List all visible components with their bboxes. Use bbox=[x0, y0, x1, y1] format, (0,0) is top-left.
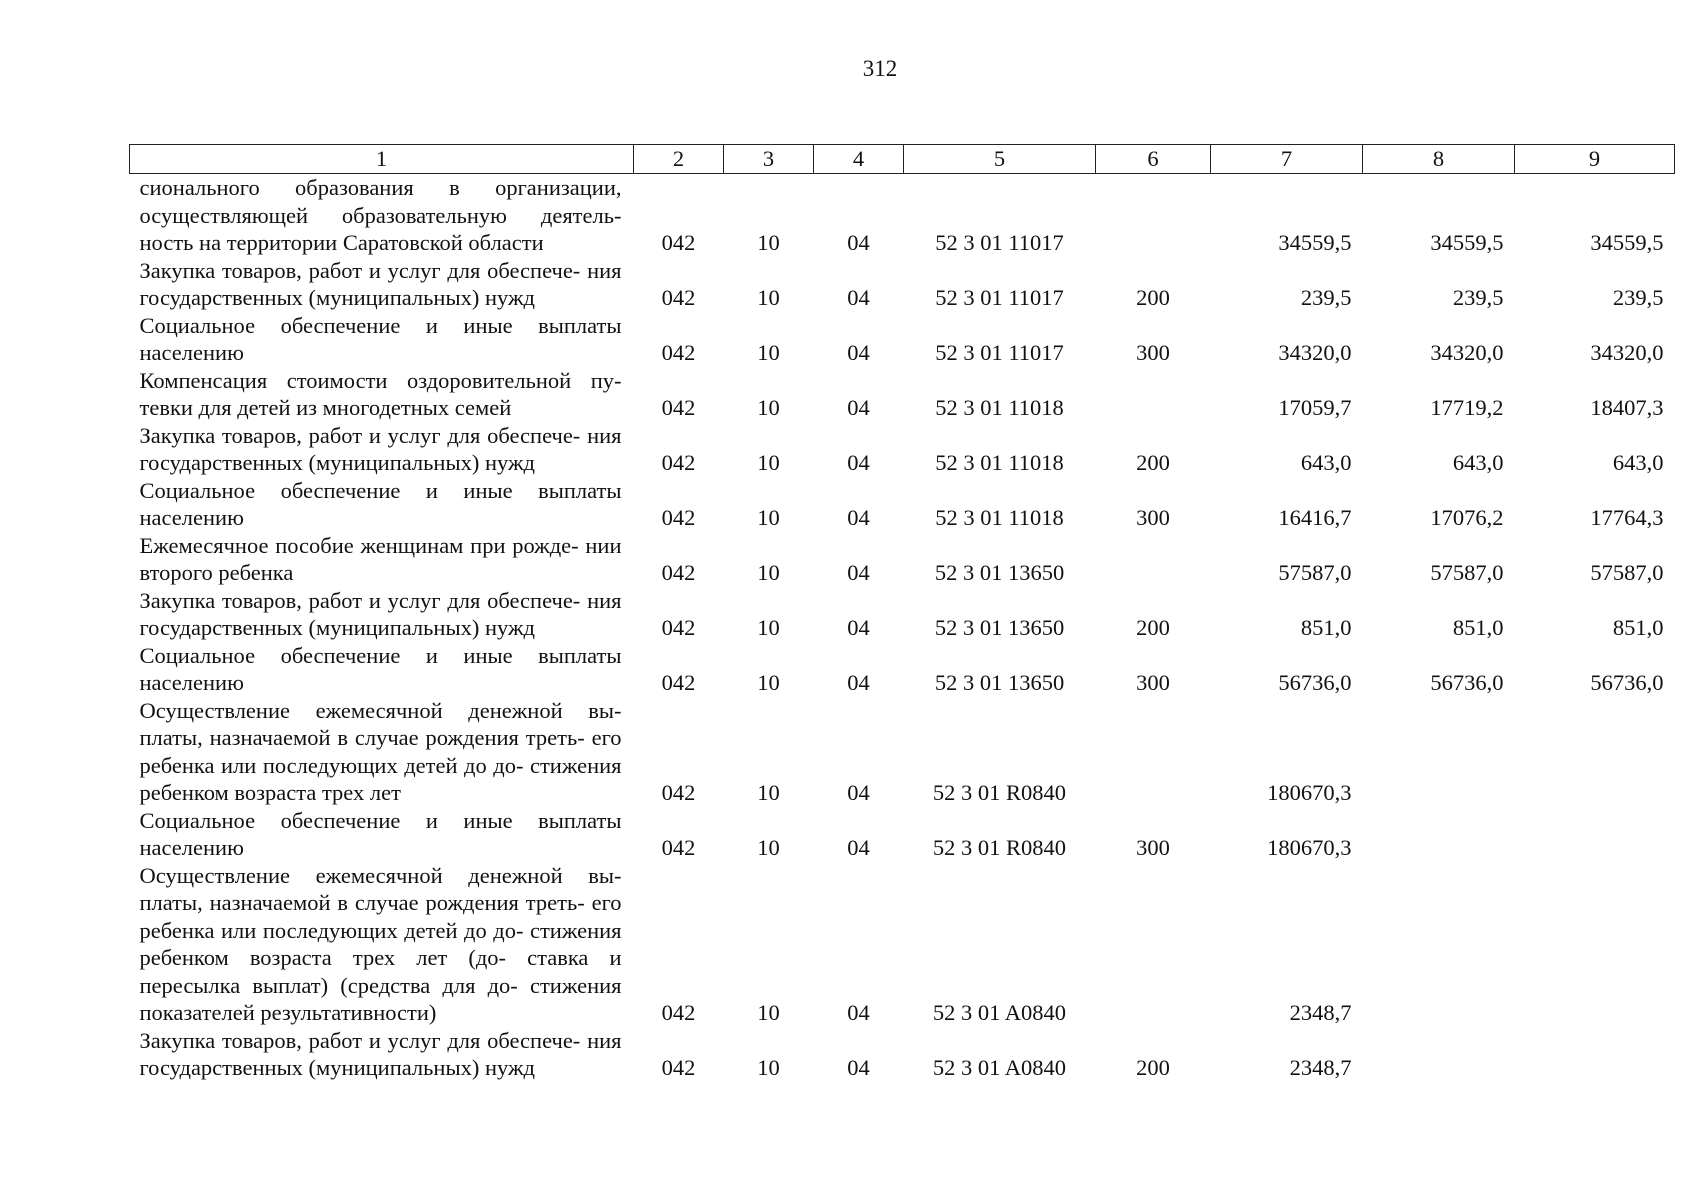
cell-expense-type bbox=[1096, 862, 1211, 1027]
table-row bbox=[130, 697, 1675, 807]
cell-ministry-code: 042 bbox=[661, 615, 696, 640]
row-description bbox=[130, 587, 634, 642]
description-line: населению bbox=[139, 670, 244, 695]
table-header bbox=[130, 145, 1675, 174]
table-row bbox=[130, 807, 1675, 862]
description-line: Социальное обеспечение и иные выплаты bbox=[139, 312, 622, 338]
cell-target-article: 52 3 01 11017 bbox=[935, 285, 1064, 310]
cell-expense-type bbox=[1096, 697, 1211, 807]
cell-amount-year2: 34320,0 bbox=[1430, 340, 1504, 365]
cell-ministry-code: 042 bbox=[661, 1055, 696, 1080]
cell-amount-year3 bbox=[1515, 1027, 1675, 1082]
table-row bbox=[130, 367, 1675, 422]
table-row bbox=[130, 532, 1675, 587]
column-header: 9 bbox=[1515, 145, 1675, 174]
cell-section: 10 bbox=[757, 835, 780, 860]
cell-amount-year2: 239,5 bbox=[1452, 285, 1504, 310]
cell-section: 10 bbox=[757, 1055, 780, 1080]
description-line: осуществляющей образовательную деятель- bbox=[139, 202, 622, 228]
cell-amount-year1: 17059,7 bbox=[1278, 395, 1352, 420]
cell-subsection: 04 bbox=[847, 560, 870, 585]
cell-amount-year3: 57587,0 bbox=[1590, 560, 1664, 585]
table-row bbox=[130, 1027, 1675, 1082]
table-row bbox=[130, 642, 1675, 697]
column-header: 8 bbox=[1363, 145, 1515, 174]
description-line: Закупка товаров, работ и услуг для обеспече- bbox=[139, 587, 581, 613]
cell-expense-type bbox=[1096, 532, 1211, 587]
description-line: стижения ребенком возраста трех лет bbox=[139, 752, 622, 805]
cell-section: 10 bbox=[757, 340, 780, 365]
cell-target-article: 52 3 01 11017 bbox=[935, 340, 1064, 365]
cell-target-article: 52 3 01 13650 bbox=[934, 670, 1065, 695]
cell-expense-type: 200 bbox=[1136, 615, 1170, 640]
description-line: его ребенка или последующих детей до до- bbox=[139, 725, 622, 778]
row-description bbox=[130, 862, 634, 1027]
description-line: Закупка товаров, работ и услуг для обеспече- bbox=[139, 257, 581, 283]
cell-section: 10 bbox=[757, 780, 780, 805]
cell-target-article: 52 3 01 R0840 bbox=[932, 780, 1067, 805]
cell-ministry-code: 042 bbox=[661, 560, 696, 585]
description-line: ния государственных (муниципальных) нужд bbox=[139, 587, 622, 640]
page-number: 312 bbox=[862, 56, 898, 81]
description-line: ставка и пересылка выплат) (средства для до- bbox=[139, 945, 622, 998]
cell-amount-year1: 2348,7 bbox=[1289, 1000, 1352, 1025]
cell-expense-type: 300 bbox=[1136, 670, 1170, 695]
cell-amount-year2 bbox=[1363, 1027, 1515, 1082]
description-line: ния государственных (муниципальных) нужд bbox=[139, 1027, 622, 1080]
description-line: Компенсация стоимости оздоровительной пу- bbox=[139, 367, 622, 393]
cell-expense-type: 300 bbox=[1136, 505, 1170, 530]
cell-subsection: 04 bbox=[847, 835, 870, 860]
cell-subsection: 04 bbox=[847, 285, 870, 310]
cell-section: 10 bbox=[757, 615, 780, 640]
row-description bbox=[130, 422, 634, 477]
cell-amount-year1: 57587,0 bbox=[1278, 560, 1352, 585]
column-header: 6 bbox=[1096, 145, 1211, 174]
cell-subsection: 04 bbox=[847, 230, 870, 255]
cell-subsection: 04 bbox=[847, 780, 870, 805]
cell-expense-type bbox=[1096, 367, 1211, 422]
description-line: ния государственных (муниципальных) нужд bbox=[139, 422, 622, 475]
description-line: Социальное обеспечение и иные выплаты bbox=[139, 477, 622, 503]
description-line: ния государственных (муниципальных) нужд bbox=[139, 257, 622, 310]
column-header: 1 bbox=[130, 145, 634, 174]
cell-amount-year3: 56736,0 bbox=[1590, 670, 1664, 695]
cell-amount-year3: 34320,0 bbox=[1590, 340, 1664, 365]
cell-subsection: 04 bbox=[847, 1000, 870, 1025]
cell-section: 10 bbox=[757, 285, 780, 310]
cell-amount-year2: 34559,5 bbox=[1430, 230, 1504, 255]
cell-section: 10 bbox=[757, 505, 780, 530]
cell-section: 10 bbox=[757, 450, 780, 475]
cell-amount-year3 bbox=[1515, 697, 1675, 807]
cell-amount-year3: 17764,3 bbox=[1590, 505, 1664, 530]
cell-section: 10 bbox=[757, 560, 780, 585]
cell-ministry-code: 042 bbox=[661, 395, 696, 420]
description-line: платы, назначаемой в случае рождения треть- bbox=[139, 890, 585, 915]
cell-ministry-code: 042 bbox=[661, 285, 696, 310]
cell-target-article: 52 3 01 11018 bbox=[935, 395, 1064, 420]
cell-section: 10 bbox=[757, 395, 780, 420]
cell-target-article: 52 3 01 11018 bbox=[935, 505, 1064, 530]
table-row bbox=[130, 174, 1675, 257]
cell-target-article: 52 3 01 13650 bbox=[934, 560, 1065, 585]
row-description bbox=[130, 532, 634, 587]
description-line: Социальное обеспечение и иные выплаты bbox=[139, 642, 622, 668]
cell-ministry-code: 042 bbox=[661, 230, 696, 255]
row-description bbox=[130, 312, 634, 367]
cell-ministry-code: 042 bbox=[661, 780, 696, 805]
table-row bbox=[130, 312, 1675, 367]
cell-amount-year1: 643,0 bbox=[1300, 450, 1352, 475]
cell-amount-year1: 16416,7 bbox=[1278, 505, 1352, 530]
description-line: стижения показателей результативности) bbox=[139, 972, 622, 1025]
cell-amount-year3: 34559,5 bbox=[1590, 230, 1664, 255]
cell-amount-year2: 643,0 bbox=[1452, 450, 1504, 475]
row-description bbox=[130, 1027, 634, 1082]
cell-section: 10 bbox=[757, 230, 780, 255]
cell-target-article: 52 3 01 13650 bbox=[934, 615, 1065, 640]
cell-amount-year1: 2348,7 bbox=[1289, 1055, 1352, 1080]
row-description bbox=[130, 257, 634, 312]
cell-target-article: 52 3 01 11017 bbox=[935, 230, 1064, 255]
cell-amount-year2: 57587,0 bbox=[1430, 560, 1504, 585]
table-row bbox=[130, 477, 1675, 532]
cell-amount-year1: 851,0 bbox=[1300, 615, 1352, 640]
cell-amount-year3: 851,0 bbox=[1612, 615, 1664, 640]
cell-amount-year1: 180670,3 bbox=[1267, 835, 1352, 860]
cell-amount-year2 bbox=[1363, 862, 1515, 1027]
cell-expense-type: 200 bbox=[1136, 285, 1170, 310]
cell-subsection: 04 bbox=[847, 450, 870, 475]
cell-target-article: 52 3 01 11018 bbox=[935, 450, 1064, 475]
row-description bbox=[130, 642, 634, 697]
budget-table bbox=[129, 144, 1675, 1082]
cell-subsection: 04 bbox=[847, 505, 870, 530]
column-header: 3 bbox=[724, 145, 814, 174]
cell-ministry-code: 042 bbox=[661, 670, 696, 695]
cell-amount-year3 bbox=[1515, 862, 1675, 1027]
cell-amount-year1: 34559,5 bbox=[1278, 230, 1352, 255]
cell-amount-year3: 18407,3 bbox=[1590, 395, 1664, 420]
cell-ministry-code: 042 bbox=[661, 835, 696, 860]
cell-amount-year2 bbox=[1363, 807, 1515, 862]
description-line: Социальное обеспечение и иные выплаты bbox=[139, 807, 622, 833]
description-line: Осуществление ежемесячной денежной вы- bbox=[139, 862, 622, 888]
cell-section: 10 bbox=[757, 670, 780, 695]
cell-expense-type: 200 bbox=[1136, 1055, 1170, 1080]
cell-amount-year3: 643,0 bbox=[1612, 450, 1664, 475]
column-header: 5 bbox=[904, 145, 1096, 174]
cell-amount-year2: 851,0 bbox=[1452, 615, 1504, 640]
row-description bbox=[130, 367, 634, 422]
row-description bbox=[130, 477, 634, 532]
cell-target-article: 52 3 01 R0840 bbox=[932, 835, 1067, 860]
description-line: тевки для детей из многодетных семей bbox=[139, 395, 512, 420]
description-line: Закупка товаров, работ и услуг для обеспече- bbox=[139, 1027, 581, 1053]
cell-subsection: 04 bbox=[847, 340, 870, 365]
cell-subsection: 04 bbox=[847, 670, 870, 695]
cell-expense-type: 200 bbox=[1136, 450, 1170, 475]
description-line: Осуществление ежемесячной денежной вы- bbox=[139, 697, 622, 723]
description-line: Ежемесячное пособие женщинам при рожде- bbox=[139, 532, 579, 558]
cell-amount-year1: 56736,0 bbox=[1278, 670, 1352, 695]
row-description bbox=[130, 697, 634, 807]
cell-expense-type bbox=[1096, 174, 1211, 257]
description-line: стижения ребенком возраста трех лет (до- bbox=[139, 917, 622, 970]
cell-amount-year2: 17719,2 bbox=[1430, 395, 1504, 420]
description-line: населению bbox=[139, 835, 244, 860]
cell-amount-year2: 17076,2 bbox=[1430, 505, 1504, 530]
table-row bbox=[130, 862, 1675, 1027]
cell-expense-type: 300 bbox=[1136, 340, 1170, 365]
cell-amount-year1: 34320,0 bbox=[1278, 340, 1352, 365]
cell-amount-year3 bbox=[1515, 807, 1675, 862]
cell-ministry-code: 042 bbox=[661, 1000, 696, 1025]
table-row bbox=[130, 257, 1675, 312]
cell-amount-year3: 239,5 bbox=[1612, 285, 1664, 310]
cell-amount-year1: 239,5 bbox=[1300, 285, 1352, 310]
cell-amount-year1: 180670,3 bbox=[1267, 780, 1352, 805]
cell-ministry-code: 042 bbox=[661, 340, 696, 365]
column-header: 4 bbox=[814, 145, 904, 174]
cell-target-article: 52 3 01 A0840 bbox=[932, 1000, 1067, 1025]
description-line: ность на территории Саратовской области bbox=[139, 230, 544, 255]
description-line: его ребенка или последующих детей до до- bbox=[139, 890, 622, 943]
table-row bbox=[130, 587, 1675, 642]
description-line: населению bbox=[139, 340, 244, 365]
cell-ministry-code: 042 bbox=[661, 450, 696, 475]
description-line: платы, назначаемой в случае рождения треть- bbox=[139, 725, 585, 750]
table-row bbox=[130, 422, 1675, 477]
description-line: нии второго ребенка bbox=[139, 532, 622, 585]
row-description bbox=[130, 174, 634, 257]
cell-target-article: 52 3 01 A0840 bbox=[932, 1055, 1067, 1080]
description-line: Закупка товаров, работ и услуг для обеспече- bbox=[139, 422, 581, 448]
column-header: 2 bbox=[634, 145, 724, 174]
cell-amount-year2: 56736,0 bbox=[1430, 670, 1504, 695]
column-header: 7 bbox=[1211, 145, 1363, 174]
row-description bbox=[130, 807, 634, 862]
cell-amount-year2 bbox=[1363, 697, 1515, 807]
cell-subsection: 04 bbox=[847, 615, 870, 640]
cell-ministry-code: 042 bbox=[661, 505, 696, 530]
table-body bbox=[130, 174, 1675, 1082]
cell-subsection: 04 bbox=[847, 1055, 870, 1080]
header-row bbox=[130, 145, 1675, 174]
description-line: населению bbox=[139, 505, 244, 530]
cell-subsection: 04 bbox=[847, 395, 870, 420]
cell-expense-type: 300 bbox=[1136, 835, 1170, 860]
description-line: сионального образования в организации, bbox=[139, 175, 622, 200]
cell-section: 10 bbox=[757, 1000, 780, 1025]
